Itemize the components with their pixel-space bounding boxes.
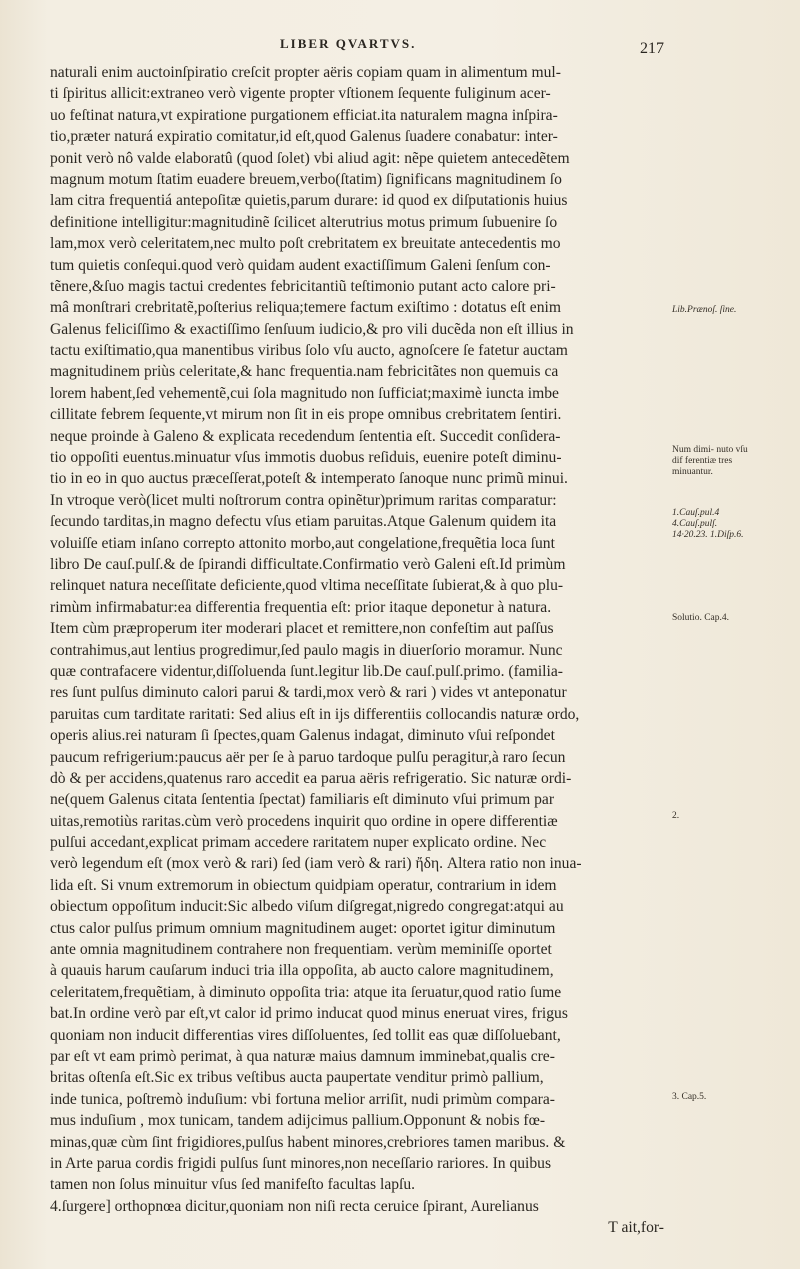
text-line: libro De cauſ.pulſ.& de ſpirandi difficultate.Confirmatio verò Galeni eſt.Id primùm	[50, 555, 566, 573]
text-line: paruitas cum tarditate raritati: Sed alius eſt in ijs differentiis collocandis naturæ ordo,	[50, 705, 580, 723]
text-line: ponit verò nô valde elaboratû (quod ſolet) vbi aliud agit: nẽpe quietem antecedẽtem	[50, 149, 570, 167]
text-line: ante omnia magnitudinem contrahere non frequentiam. verùm meminiſſe oportet	[50, 941, 552, 959]
running-head	[0, 36, 800, 60]
text-line: celeritatem,frequẽtiam, à diminuto oppoſita tria: atque ita ſeruatur,quod ratio ſume	[50, 983, 562, 1001]
margin-note: Solutio. Cap.4.	[672, 613, 730, 623]
margin-note: 1.Cauſ.pul.4 4.Cauſ.pulſ. 14·20.23. 1.Diſp.6.	[672, 508, 744, 540]
text-line: lida eſt. Si vnum extremorum in obiectum quidpiam operatur, contrarium in idem	[50, 876, 557, 894]
text-line: lorem habent,ſed vehementẽ,cui ſola magnitudo non ſufficiat;maximè iuncta imbe	[50, 384, 559, 402]
text-line: quoniam non inducit differentias vires diſſoluentes, ſed tollit eas quæ diſſoluebant,	[50, 1026, 561, 1044]
text-line: operis alius.rei naturam ſi ſpectes,quam Galenus indagat, diminuto vſui reſpondet	[50, 727, 555, 745]
text-line: In vtroque verò(licet multi noſtrorum contra opinẽtur)primum raritas comparatur:	[50, 491, 557, 509]
text-line: relinquet natura neceſſitate deficiente,quod vltima neceſſitate ſubierat,& à quo plu-	[50, 577, 564, 595]
margin-note: 2.	[672, 811, 680, 821]
text-line: verò legendum eſt (mox verò & rari) ſed (iam verò & rari) ἤδη. Altera ratio non inua-	[50, 855, 582, 873]
text-line: res ſunt pulſus diminuto calori parui & tardi,mox verò & rari ) vides vt anteponatur	[50, 684, 567, 702]
text-line: Item cùm præproperum iter moderari placet et remittere,non confeſtim aut paſſus	[50, 620, 554, 638]
text-line: par eſt vt eam primò perimat, à qua naturæ maius damnum imminebat,qualis cre-	[50, 1047, 555, 1065]
text-line: ſecundo tarditas,in magno defectu vſus etiam paruitas.Atque Galenum quidem ita	[50, 513, 557, 531]
text-line: tactu exiſtimatio,qua manentibus viribus ſolo vſu aucto, agnoſcere ſe fatetur auctam	[50, 342, 568, 360]
text-line: tio,præter naturá expiratio comitatur,id eſt,quod Galenus ſuadere conabatur: inter-	[50, 128, 558, 146]
text-line: uitas,remotiùs raritas.cùm verò procedens inquirit quo ordine in opere differentiæ	[50, 812, 558, 830]
text-line: britas oſtenſa eſt.Sic ex tribus veſtibus aucta paupertate venditur primò pallium,	[50, 1069, 544, 1087]
text-line: definitione intelligitur:magnitudinẽ ſcilicet alterutrius motus primum ſubuenire ſo	[50, 213, 558, 231]
running-title: LIBER QVARTVS.	[280, 36, 417, 51]
text-line: quæ contrafacere videntur,diſſoluenda ſunt.legitur lib.De cauſ.pulſ.primo. (familia-	[50, 662, 563, 680]
text-line: magnum motum ſtatim euadere breuem,verbo(ſtatim) ſignificans magnitudinem ſo	[50, 170, 562, 188]
text-line: cillitate febrem ſequente,vt mirum non ſit in eis prope omnibus crebritatem ſentiri.	[50, 406, 562, 424]
text-line: dò & per accidens,quatenus raro accedit ea parua aëris refrigeratio. Sic naturæ ordi-	[50, 769, 572, 787]
text-line: T ait,for-	[608, 1219, 664, 1237]
text-line: naturali enim auctoinſpiratio creſcit propter aëris copiam quam in alimentum mul-	[50, 64, 561, 81]
text-line: mâ monſtrari crebritatẽ,poſterius reliqua;temere factum exiſtimo : dotatus eſt enim	[50, 299, 561, 317]
margin-note: Lib.Prænoſ. ſine.	[672, 305, 737, 315]
text-line: tamen non ſolus minuitur vſus ſed manifeſto facultas lapſu.	[50, 1176, 416, 1194]
text-line: neque proinde à Galeno & explicata recedendum ſententia eſt. Succedit conſidera-	[50, 427, 561, 445]
text-line: rimùm infirmabatur:ea differentia frequentia eſt: prior itaque deponetur à natura.	[50, 598, 552, 616]
margin-note: Num dimi- nuto vſu dif ferentiæ tres minuantur.	[672, 445, 748, 477]
text-line: ne(quem Galenus citata ſententia ſpectat) familiaris eſt diminuto vſui primum par	[50, 791, 555, 809]
text-line: uo feſtinat natura,vt expiratione purgationem efficiat.ita naturalem magna inſpira-	[50, 106, 558, 124]
text-line: magnitudinem priùs celeritate,& hanc frequentia.nam febricitãtes non quemuis ca	[50, 363, 559, 381]
text-line: contrahimus,aut lentius progredimur,ſed paulo magis in diuerſorio moramur. Nunc	[50, 641, 563, 659]
body-text	[50, 62, 670, 1238]
text-line: pulſui accedant,explicat primam accedere raritatem nuper explicato ordine. Nec	[50, 834, 547, 852]
text-line: Galenus feliciſſimo & exactiſſimo ſenſuum iudicio,& pro vili ducẽda non eſt illius in	[50, 320, 574, 338]
page-number: 217	[640, 40, 664, 57]
text-line: lam,mox verò celeritatem,nec multo poſt crebritatem ex breuitate antecedentis mo	[50, 235, 561, 253]
text-line: 4.ſurgere] orthopnœa dicitur,quoniam non niſi recta ceruice ſpirant, Aurelianus	[50, 1197, 539, 1215]
text-line: à quauis harum cauſarum induci tria illa oppoſita, ab aucto calore magnitudinem,	[50, 962, 554, 980]
text-line: tum quietis conſequi.quod verò quidam audent exactiſſimum Galeni ſenſum con-	[50, 256, 551, 274]
text-line: ctus calor pulſus primum omnium magnitudinem auget: oportet igitur diminutum	[50, 919, 556, 937]
text-line: bat.In ordine verò par eſt,vt calor id primo inducat quod minus eneruat vires, frigus	[50, 1005, 568, 1023]
text-line: tio in eo in quo auctus præceſſerat,poteſt & intemperato ſanoque nunc primũ minui.	[50, 470, 568, 488]
text-line: mus induſium , mox tunicam, tandem adijcimus pallium.Opponunt & nobis fœ-	[50, 1112, 546, 1130]
text-line: minas,quæ cùm ſint frigidiores,pulſus habent minores,crebriores tamen maribus. &	[50, 1133, 566, 1151]
text-line: lam citra frequentiá antepoſitæ quietis,parum durare: id quod ex diſputationis huius	[50, 192, 568, 210]
margin-note: 3. Cap.5.	[672, 1092, 707, 1102]
text-line: obiectum oppoſitum inducit:Sic albedo viſum diſgregat,nigredo congregat:atqui au	[50, 898, 564, 916]
text-line: tio oppoſiti euentus.minuatur vſus immotis duobus reſiduis, euenire poteſt diminu-	[50, 449, 562, 467]
text-line: tẽnere,&ſuo magis tactui credentes febricitantiũ teſtimonio putant acto calore pri-	[50, 277, 556, 295]
text-line: inde tunica, poſtremò induſium: vbi fortuna melior arriſit, nudi primùm compara-	[50, 1090, 555, 1108]
text-line: ti ſpiritus allicit:extraneo verò vigente propter vſtionem ſequente fuliginum acer-	[50, 85, 551, 103]
text-line: voluiſſe etiam inſano correpto attonito morbo,aut congelatione,frequẽtia loca ſunt	[50, 534, 555, 552]
text-line: paucum refrigerium:paucus aër per ſe à paruo tardoque pulſu peragitur,à raro ſecun	[50, 748, 566, 766]
text-line: in Arte parua cordis frigidi pulſus ſunt minores,non neceſſario rariores. In quibus	[50, 1154, 552, 1172]
